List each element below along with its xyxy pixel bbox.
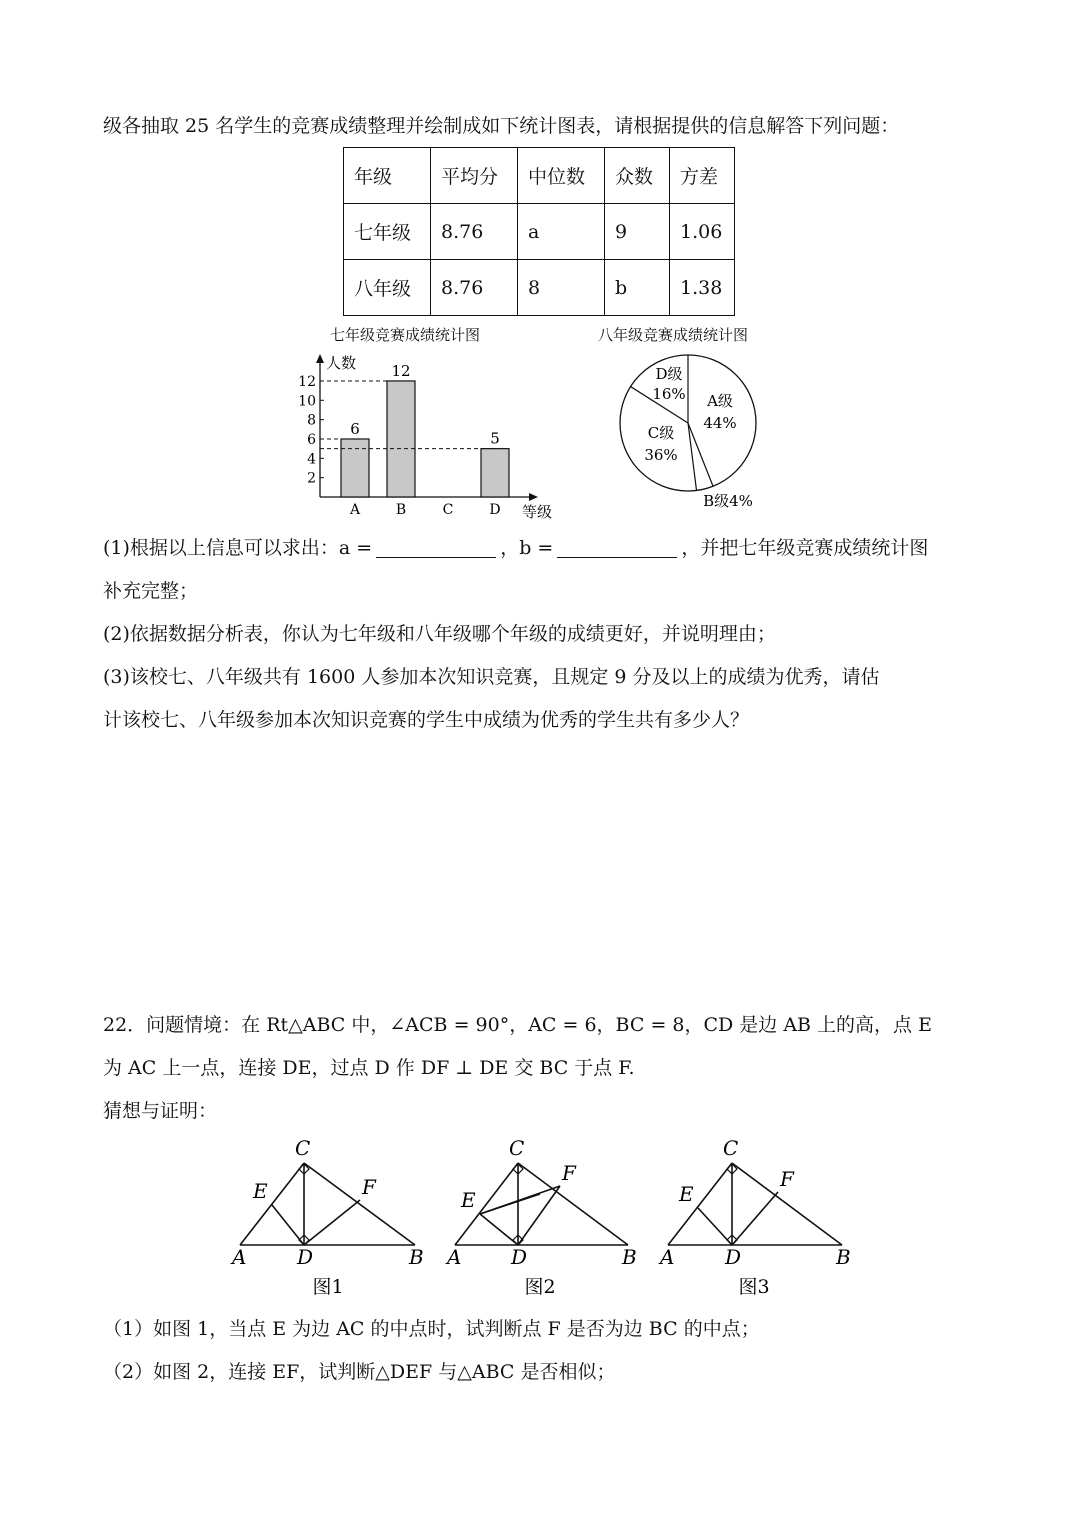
x-tick-label: C — [442, 502, 454, 518]
figure-caption: 图1 — [312, 1276, 344, 1298]
figure-caption: 图2 — [524, 1276, 556, 1298]
pie-slice-name: D级 — [655, 365, 683, 383]
table-cell: 七年级 — [344, 204, 431, 260]
question-2: (2)依据数据分析表，你认为七年级和八年级哪个年级的成绩更好，并说明理由； — [103, 623, 776, 645]
segment-de — [480, 1214, 518, 1245]
y-tick-label: 4 — [307, 451, 316, 468]
point-label-a: A — [660, 1245, 675, 1269]
pie-slice-percent: 44% — [703, 414, 737, 432]
y-tick-label: 10 — [298, 393, 316, 410]
point-label-a: A — [232, 1245, 247, 1269]
bar-data-label: 12 — [391, 361, 411, 380]
bar-data-label: 6 — [350, 419, 360, 438]
table-header: 年级 — [344, 148, 431, 204]
segment-df — [732, 1192, 778, 1245]
table-cell: a — [518, 204, 605, 260]
intro-text: 级各抽取 25 名学生的竞赛成绩整理并绘制成如下统计图表，请根据提供的信息解答下列问题： — [103, 115, 900, 137]
table-cell: 八年级 — [344, 260, 431, 316]
pie-slice-name: A级 — [707, 392, 733, 410]
point-label-e: E — [461, 1188, 476, 1212]
q1-suffix: ，并把七年级竞赛成绩统计图 — [681, 537, 929, 559]
table-cell: 1.38 — [670, 260, 735, 316]
table-cell: 8.76 — [431, 260, 518, 316]
y-tick-label: 12 — [298, 373, 316, 390]
table-header: 平均分 — [431, 148, 518, 204]
figure-caption: 图3 — [738, 1276, 770, 1298]
table-cell: 9 — [605, 204, 670, 260]
subquestion-1: （1）如图 1，当点 E 为边 AC 的中点时，试判断点 F 是否为边 BC 的中点； — [103, 1318, 760, 1340]
table-cell: 8.76 — [431, 204, 518, 260]
pie-slice-percent: 16% — [652, 385, 686, 403]
point-label-f: F — [780, 1167, 794, 1191]
point-label-e: E — [679, 1182, 694, 1206]
bar-data-label: 5 — [490, 429, 500, 448]
point-label-b: B — [836, 1245, 851, 1269]
table-cell: 1.06 — [670, 204, 735, 260]
y-tick-label: 8 — [307, 412, 316, 429]
segment-ef-extra — [480, 1194, 540, 1214]
x-axis-label: 等级 — [522, 503, 553, 521]
x-tick-label: D — [489, 502, 501, 518]
q1-mid: ，b = — [500, 537, 554, 559]
y-tick-label: 6 — [307, 431, 316, 448]
table-header: 众数 — [605, 148, 670, 204]
bar-chart-title: 七年级竞赛成绩统计图 — [330, 326, 481, 344]
point-label-c: C — [509, 1136, 525, 1160]
point-label-b: B — [622, 1245, 637, 1269]
point-label-d: D — [725, 1245, 742, 1269]
point-label-d: D — [511, 1245, 528, 1269]
point-label-d: D — [297, 1245, 314, 1269]
question-3-line1: (3)该校七、八年级共有 1600 人参加本次知识竞赛，且规定 9 分及以上的成绩为优秀，请估 — [103, 666, 880, 688]
table-cell: b — [605, 260, 670, 316]
segment-df — [304, 1200, 360, 1245]
point-label-b: B — [409, 1245, 424, 1269]
question-1-continued: 补充完整； — [103, 580, 199, 602]
point-label-f: F — [362, 1175, 376, 1199]
point-label-e: E — [253, 1179, 268, 1203]
x-tick-label: A — [349, 502, 361, 518]
point-label-c: C — [723, 1136, 739, 1160]
table-header: 方差 — [670, 148, 735, 204]
pie-slice-name: B级4% — [703, 492, 753, 510]
problem-22-line2: 为 AC 上一点，连接 DE，过点 D 作 DF ⊥ DE 交 BC 于点 F. — [103, 1057, 635, 1079]
point-label-f: F — [562, 1161, 576, 1185]
pie-chart-title: 八年级竞赛成绩统计图 — [598, 326, 749, 344]
pie-slice-name: C级 — [647, 424, 675, 442]
question-3-line2: 计该校七、八年级参加本次知识竞赛的学生中成绩为优秀的学生共有多少人？ — [103, 709, 750, 731]
q1-prefix: (1)根据以上信息可以求出：a = — [103, 537, 373, 559]
table-header: 中位数 — [518, 148, 605, 204]
problem-22-heading: 猜想与证明： — [103, 1100, 218, 1122]
table-cell: 8 — [518, 260, 605, 316]
subquestion-2: （2）如图 2，连接 EF，试判断△DEF 与△ABC 是否相似； — [103, 1361, 616, 1383]
x-tick-label: B — [395, 502, 407, 518]
point-label-a: A — [447, 1245, 462, 1269]
problem-22-line1: 22．问题情境：在 Rt△ABC 中，∠ACB = 90°，AC = 6，BC = 8，CD 是边 AB 上的高，点 E — [103, 1014, 932, 1036]
point-label-c: C — [295, 1136, 311, 1160]
y-axis-label: 人数 — [326, 354, 357, 372]
segment-cb — [304, 1163, 415, 1245]
y-tick-label: 2 — [307, 470, 316, 487]
pie-slice-percent: 36% — [644, 446, 678, 464]
segment-ac — [668, 1163, 732, 1245]
